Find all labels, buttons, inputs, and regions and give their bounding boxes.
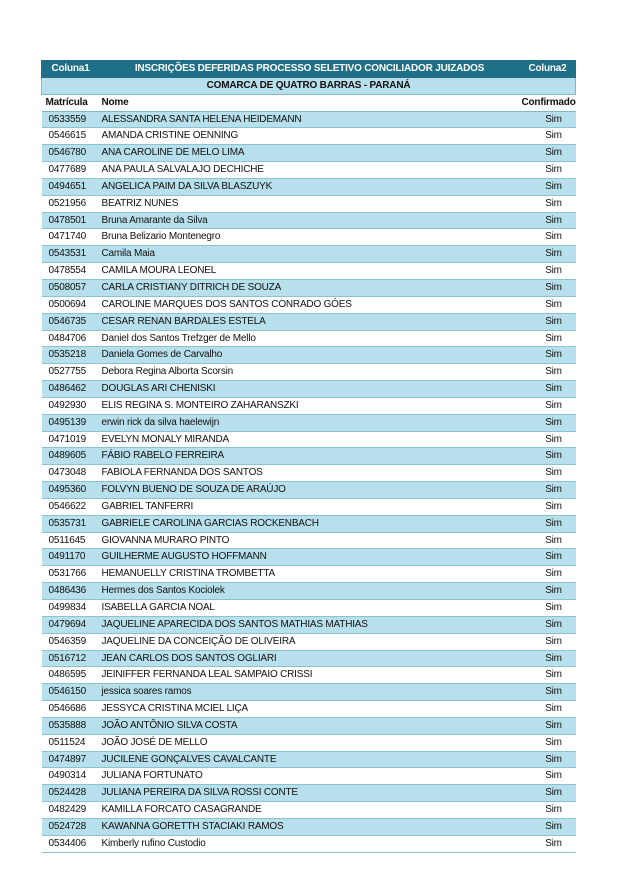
nome-cell: FABIOLA FERNANDA DOS SANTOS — [100, 465, 520, 482]
confirmado-cell: Sim — [520, 616, 576, 633]
matricula-cell: 0494651 — [42, 178, 100, 195]
confirmado-cell: Sim — [520, 835, 576, 852]
nome-cell: FOLVYN BUENO DE SOUZA DE ARAÚJO — [100, 482, 520, 499]
confirmado-cell: Sim — [520, 431, 576, 448]
matricula-cell: 0500694 — [42, 296, 100, 313]
nome-cell: KAWANNA GORETTH STACIAKI RAMOS — [100, 818, 520, 835]
nome-cell: DOUGLAS ARI CHENISKI — [100, 381, 520, 398]
matricula-cell: 0484706 — [42, 330, 100, 347]
table-row — [42, 498, 576, 515]
confirmado-cell: Sim — [520, 397, 576, 414]
confirmado-header: Confirmado — [520, 94, 576, 111]
confirmado-cell: Sim — [520, 330, 576, 347]
confirmado-cell: Sim — [520, 229, 576, 246]
nome-cell: erwin rick da silva haelewijn — [100, 414, 520, 431]
matricula-cell: 0508057 — [42, 279, 100, 296]
nome-cell: Daniel dos Santos Trefzger de Mello — [100, 330, 520, 347]
matricula-header: Matrícula — [42, 94, 100, 111]
table-row — [42, 145, 576, 162]
matricula-cell: 0524428 — [42, 785, 100, 802]
table-row — [42, 633, 576, 650]
confirmado-cell: Sim — [520, 178, 576, 195]
nome-cell: AMANDA CRISTINE OENNING — [100, 128, 520, 145]
table-row — [42, 616, 576, 633]
table-row — [42, 532, 576, 549]
confirmado-cell: Sim — [520, 684, 576, 701]
table-row — [42, 195, 576, 212]
matricula-cell: 0535218 — [42, 347, 100, 364]
nome-cell: CAMILA MOURA LEONEL — [100, 263, 520, 280]
nome-cell: JEINIFFER FERNANDA LEAL SAMPAIO CRISSI — [100, 667, 520, 684]
nome-cell: JOÃO ANTÔNIO SILVA COSTA — [100, 717, 520, 734]
matricula-cell: 0546686 — [42, 701, 100, 718]
table-row — [42, 347, 576, 364]
table-row — [42, 650, 576, 667]
nome-cell: JAQUELINE APARECIDA DOS SANTOS MATHIAS MATHIAS — [100, 616, 520, 633]
table-row — [42, 178, 576, 195]
matricula-cell: 0477689 — [42, 162, 100, 179]
nome-header: Nome — [100, 94, 520, 111]
table-row — [42, 397, 576, 414]
table-row — [42, 313, 576, 330]
matricula-cell: 0474897 — [42, 751, 100, 768]
matricula-cell: 0486436 — [42, 583, 100, 600]
matricula-cell: 0489605 — [42, 448, 100, 465]
matricula-cell: 0546735 — [42, 313, 100, 330]
nome-cell: HEMANUELLY CRISTINA TROMBETTA — [100, 566, 520, 583]
table-row — [42, 414, 576, 431]
matricula-cell: 0516712 — [42, 650, 100, 667]
nome-cell: EVELYN MONALY MIRANDA — [100, 431, 520, 448]
confirmado-cell: Sim — [520, 802, 576, 819]
confirmado-cell: Sim — [520, 195, 576, 212]
nome-cell: Daniela Gomes de Carvalho — [100, 347, 520, 364]
matricula-cell: 0546615 — [42, 128, 100, 145]
matricula-cell: 0499834 — [42, 600, 100, 617]
nome-cell: Bruna Amarante da Silva — [100, 212, 520, 229]
nome-cell: JULIANA FORTUNATO — [100, 768, 520, 785]
table-row — [42, 381, 576, 398]
table-row — [42, 802, 576, 819]
table-row — [42, 701, 576, 718]
table-row — [42, 279, 576, 296]
confirmado-cell: Sim — [520, 465, 576, 482]
matricula-cell: 0490314 — [42, 768, 100, 785]
matricula-cell: 0495360 — [42, 482, 100, 499]
table-row — [42, 111, 576, 128]
matricula-cell: 0524728 — [42, 818, 100, 835]
table-row — [42, 465, 576, 482]
matricula-cell: 0534406 — [42, 835, 100, 852]
nome-cell: ALESSANDRA SANTA HELENA HEIDEMANN — [100, 111, 520, 128]
matricula-cell: 0471019 — [42, 431, 100, 448]
confirmado-cell: Sim — [520, 600, 576, 617]
confirmado-cell: Sim — [520, 145, 576, 162]
spreadsheet-page — [41, 60, 575, 853]
table-row — [42, 600, 576, 617]
nome-cell: JUCILENE GONÇALVES CAVALCANTE — [100, 751, 520, 768]
confirmado-cell: Sim — [520, 448, 576, 465]
nome-cell: GABRIEL TANFERRI — [100, 498, 520, 515]
table-title: INSCRIÇÕES DEFERIDAS PROCESSO SELETIVO CONCILIADOR JUIZADOS — [100, 61, 520, 78]
table-row — [42, 734, 576, 751]
nome-cell: ELIS REGINA S. MONTEIRO ZAHARANSZKI — [100, 397, 520, 414]
nome-cell: GUILHERME AUGUSTO HOFFMANN — [100, 549, 520, 566]
matricula-cell: 0471740 — [42, 229, 100, 246]
confirmado-cell: Sim — [520, 296, 576, 313]
table-row — [42, 263, 576, 280]
matricula-cell: 0482429 — [42, 802, 100, 819]
confirmado-cell: Sim — [520, 347, 576, 364]
confirmado-cell: Sim — [520, 717, 576, 734]
table-row — [42, 566, 576, 583]
matricula-cell: 0492930 — [42, 397, 100, 414]
matricula-cell: 0521956 — [42, 195, 100, 212]
table-row — [42, 246, 576, 263]
matricula-cell: 0478501 — [42, 212, 100, 229]
table-row — [42, 785, 576, 802]
confirmado-cell: Sim — [520, 583, 576, 600]
nome-cell: Bruna Belizario Montenegro — [100, 229, 520, 246]
column2-header: Coluna2 — [520, 61, 576, 78]
matricula-cell: 0511645 — [42, 532, 100, 549]
matricula-cell: 0546622 — [42, 498, 100, 515]
table-subtitle: COMARCA DE QUATRO BARRAS - PARANÁ — [42, 77, 576, 94]
confirmado-cell: Sim — [520, 650, 576, 667]
nome-cell: Debora Regina Alborta Scorsin — [100, 364, 520, 381]
matricula-cell: 0527755 — [42, 364, 100, 381]
confirmado-cell: Sim — [520, 263, 576, 280]
confirmado-cell: Sim — [520, 482, 576, 499]
table-row — [42, 330, 576, 347]
nome-cell: KAMILLA FORCATO CASAGRANDE — [100, 802, 520, 819]
confirmado-cell: Sim — [520, 785, 576, 802]
matricula-cell: 0546780 — [42, 145, 100, 162]
confirmado-cell: Sim — [520, 532, 576, 549]
nome-cell: Kimberly rufino Custodio — [100, 835, 520, 852]
confirmado-cell: Sim — [520, 111, 576, 128]
table-row — [42, 835, 576, 852]
table-row — [42, 448, 576, 465]
table-row — [42, 482, 576, 499]
confirmado-cell: Sim — [520, 381, 576, 398]
table-row — [42, 583, 576, 600]
table-row — [42, 717, 576, 734]
confirmado-cell: Sim — [520, 633, 576, 650]
matricula-cell: 0486595 — [42, 667, 100, 684]
table-row — [42, 768, 576, 785]
matricula-cell: 0531766 — [42, 566, 100, 583]
confirmado-cell: Sim — [520, 162, 576, 179]
table-row — [42, 162, 576, 179]
matricula-cell: 0546359 — [42, 633, 100, 650]
table-row — [42, 515, 576, 532]
confirmado-cell: Sim — [520, 566, 576, 583]
confirmado-cell: Sim — [520, 364, 576, 381]
confirmado-cell: Sim — [520, 128, 576, 145]
table-row — [42, 296, 576, 313]
table-row — [42, 667, 576, 684]
table-row — [42, 128, 576, 145]
column-headers-row — [42, 94, 576, 111]
confirmado-cell: Sim — [520, 515, 576, 532]
confirmado-cell: Sim — [520, 279, 576, 296]
nome-cell: ANGELICA PAIM DA SILVA BLASZUYK — [100, 178, 520, 195]
nome-cell: BEATRIZ NUNES — [100, 195, 520, 212]
table-row — [42, 684, 576, 701]
nome-cell: GIOVANNA MURARO PINTO — [100, 532, 520, 549]
nome-cell: FÁBIO RABELO FERREIRA — [100, 448, 520, 465]
confirmado-cell: Sim — [520, 768, 576, 785]
nome-cell: jessica soares ramos — [100, 684, 520, 701]
confirmado-cell: Sim — [520, 414, 576, 431]
nome-cell: CARLA CRISTIANY DITRICH DE SOUZA — [100, 279, 520, 296]
confirmado-cell: Sim — [520, 313, 576, 330]
matricula-cell: 0473048 — [42, 465, 100, 482]
nome-cell: JESSYCA CRISTINA MCIEL LIÇA — [100, 701, 520, 718]
nome-cell: JAQUELINE DA CONCEIÇÃO DE OLIVEIRA — [100, 633, 520, 650]
confirmado-cell: Sim — [520, 246, 576, 263]
confirmado-cell: Sim — [520, 667, 576, 684]
table-row — [42, 751, 576, 768]
confirmado-cell: Sim — [520, 701, 576, 718]
matricula-cell: 0495139 — [42, 414, 100, 431]
nome-cell: CAROLINE MARQUES DOS SANTOS CONRADO GÓES — [100, 296, 520, 313]
nome-cell: GABRIELE CAROLINA GARCIAS ROCKENBACH — [100, 515, 520, 532]
confirmado-cell: Sim — [520, 549, 576, 566]
matricula-cell: 0479694 — [42, 616, 100, 633]
table-row — [42, 212, 576, 229]
confirmado-cell: Sim — [520, 498, 576, 515]
enrollment-table — [41, 60, 576, 853]
nome-cell: JULIANA PEREIRA DA SILVA ROSSI CONTE — [100, 785, 520, 802]
nome-cell: ANA CAROLINE DE MELO LIMA — [100, 145, 520, 162]
table-row — [42, 229, 576, 246]
confirmado-cell: Sim — [520, 212, 576, 229]
nome-cell: CESAR RENAN BARDALES ESTELA — [100, 313, 520, 330]
matricula-cell: 0543531 — [42, 246, 100, 263]
table-row — [42, 818, 576, 835]
matricula-cell: 0533559 — [42, 111, 100, 128]
matricula-cell: 0486462 — [42, 381, 100, 398]
matricula-cell: 0535888 — [42, 717, 100, 734]
subtitle-row — [42, 77, 576, 94]
nome-cell: ISABELLA GARCIA NOAL — [100, 600, 520, 617]
nome-cell: JEAN CARLOS DOS SANTOS OGLIARI — [100, 650, 520, 667]
column1-header: Coluna1 — [42, 61, 100, 78]
table-row — [42, 364, 576, 381]
nome-cell: Hermes dos Santos Kociolek — [100, 583, 520, 600]
nome-cell: Camila Maia — [100, 246, 520, 263]
matricula-cell: 0491170 — [42, 549, 100, 566]
header-row — [42, 61, 576, 78]
confirmado-cell: Sim — [520, 818, 576, 835]
nome-cell: JOÃO JOSÉ DE MELLO — [100, 734, 520, 751]
nome-cell: ANA PAULA SALVALAJO DECHICHE — [100, 162, 520, 179]
matricula-cell: 0511524 — [42, 734, 100, 751]
table-row — [42, 549, 576, 566]
confirmado-cell: Sim — [520, 734, 576, 751]
matricula-cell: 0535731 — [42, 515, 100, 532]
table-body — [42, 111, 576, 852]
table-row — [42, 431, 576, 448]
matricula-cell: 0546150 — [42, 684, 100, 701]
confirmado-cell: Sim — [520, 751, 576, 768]
matricula-cell: 0478554 — [42, 263, 100, 280]
